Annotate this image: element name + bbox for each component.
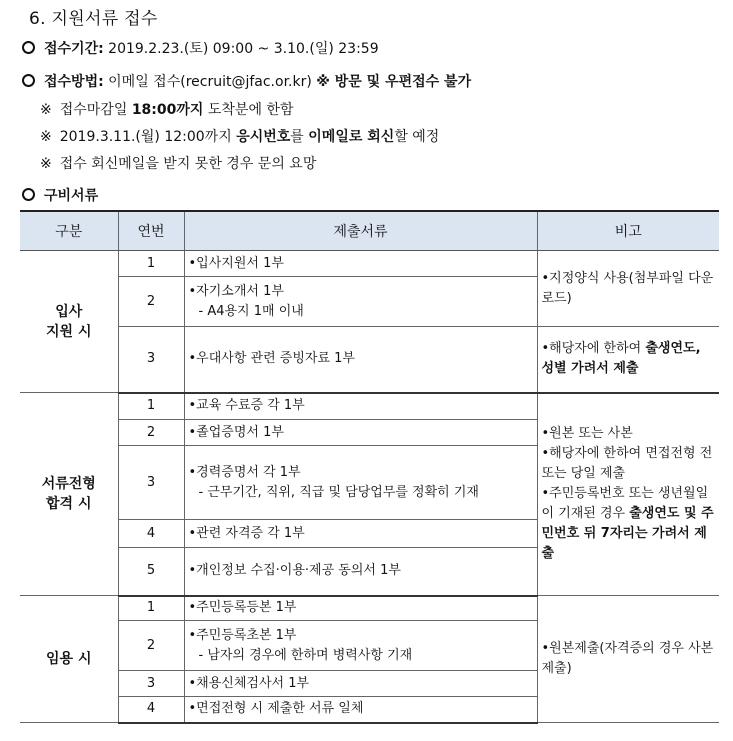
header-remarks: 비고 — [537, 211, 719, 251]
docs-title: 구비서류 — [44, 188, 99, 204]
row-number: 1 — [118, 393, 184, 420]
note-text: 접수 회신메일을 받지 못한 경우 문의 요망 — [59, 156, 317, 172]
group-apply: 입사 지원 시 — [20, 251, 118, 393]
docs-title-line — [22, 185, 98, 205]
row-number: 4 — [118, 520, 184, 548]
row-number: 3 — [118, 327, 184, 393]
row-number: 2 — [118, 621, 184, 671]
note-emphasis: 응시번호 — [236, 129, 291, 145]
note-mark: ※ — [40, 156, 52, 172]
row-document: •주민등록초본 1부 - 남자의 경우에 한하며 병력사항 기재 — [184, 621, 537, 671]
note-text: 2019.3.11.(월) 12:00까지 — [59, 129, 237, 145]
method-value: 이메일 접수(recruit@jfac.or.kr) — [108, 74, 312, 90]
circle-bullet-icon — [22, 188, 35, 201]
group-document-pass: 서류전형 합격 시 — [20, 393, 118, 596]
row-document: •경력증명서 각 1부 - 근무기간, 직위, 직급 및 담당업무를 정확히 기재 — [184, 446, 537, 520]
row-number: 5 — [118, 548, 184, 596]
period-label: 접수기간: — [44, 41, 104, 57]
documents-table — [20, 210, 719, 724]
section-title: 6. 지원서류 접수 — [29, 9, 158, 29]
table-row — [20, 327, 719, 393]
method-line — [22, 71, 471, 91]
row-number: 1 — [118, 596, 184, 621]
row-document: •관련 자격증 각 1부 — [184, 520, 537, 548]
note-deadline — [40, 99, 293, 119]
remark-preference: •해당자에 한하여 출생연도, 성별 가려서 제출 — [537, 327, 719, 393]
circle-bullet-icon — [22, 41, 35, 54]
row-number: 4 — [118, 697, 184, 723]
table-row — [20, 251, 719, 277]
remark-document-pass: •원본 또는 사본 •해당자에 한하여 면접전형 전 또는 당일 제출 •주민등록번호 또는 생년월일이 기재된 경우 출생연도 및 주민번호 뒤 7자리는 가려서 제출 — [537, 393, 719, 596]
note-text: 를 — [290, 129, 309, 145]
note-reply — [40, 126, 439, 146]
remark-appointment: •원본제출(자격증의 경우 사본 제출) — [537, 596, 719, 723]
note-inquiry — [40, 153, 316, 173]
note-mark: ※ — [40, 102, 52, 118]
row-number: 3 — [118, 446, 184, 520]
note-text: 도착분에 한함 — [203, 102, 294, 118]
row-document: •교육 수료증 각 1부 — [184, 393, 537, 420]
row-document: •자기소개서 1부 - A4용지 1매 이내 — [184, 277, 537, 327]
row-document: •면접전형 시 제출한 서류 일체 — [184, 697, 537, 723]
row-document: •졸업증명서 1부 — [184, 420, 537, 446]
circle-bullet-icon — [22, 74, 35, 87]
note-emphasis: 이메일로 회신 — [308, 129, 395, 145]
row-number: 1 — [118, 251, 184, 277]
table-row — [20, 393, 719, 420]
header-documents: 제출서류 — [184, 211, 537, 251]
row-document: •채용신체검사서 1부 — [184, 671, 537, 697]
row-number: 3 — [118, 671, 184, 697]
table-row — [20, 596, 719, 621]
header-number: 연번 — [118, 211, 184, 251]
table-header-row — [20, 211, 719, 251]
period-value: 2019.2.23.(토) 09:00 ~ 3.10.(일) 23:59 — [108, 41, 379, 57]
row-document: •우대사항 관련 증빙자료 1부 — [184, 327, 537, 393]
method-warning: ※ 방문 및 우편접수 불가 — [316, 74, 472, 90]
note-mark: ※ — [40, 129, 52, 145]
remark-apply-form: •지정양식 사용(첨부파일 다운로드) — [537, 251, 719, 327]
row-number: 2 — [118, 420, 184, 446]
row-number: 2 — [118, 277, 184, 327]
row-document: •입사지원서 1부 — [184, 251, 537, 277]
group-appointment: 임용 시 — [20, 596, 118, 723]
method-label: 접수방법: — [44, 74, 104, 90]
row-document: •개인정보 수집·이용·제공 동의서 1부 — [184, 548, 537, 596]
note-emphasis: 18:00까지 — [131, 102, 204, 118]
row-document: •주민등록등본 1부 — [184, 596, 537, 621]
period-line — [22, 38, 379, 58]
note-text: 접수마감일 — [59, 102, 132, 118]
header-category: 구분 — [20, 211, 118, 251]
note-text: 할 예정 — [394, 129, 440, 145]
